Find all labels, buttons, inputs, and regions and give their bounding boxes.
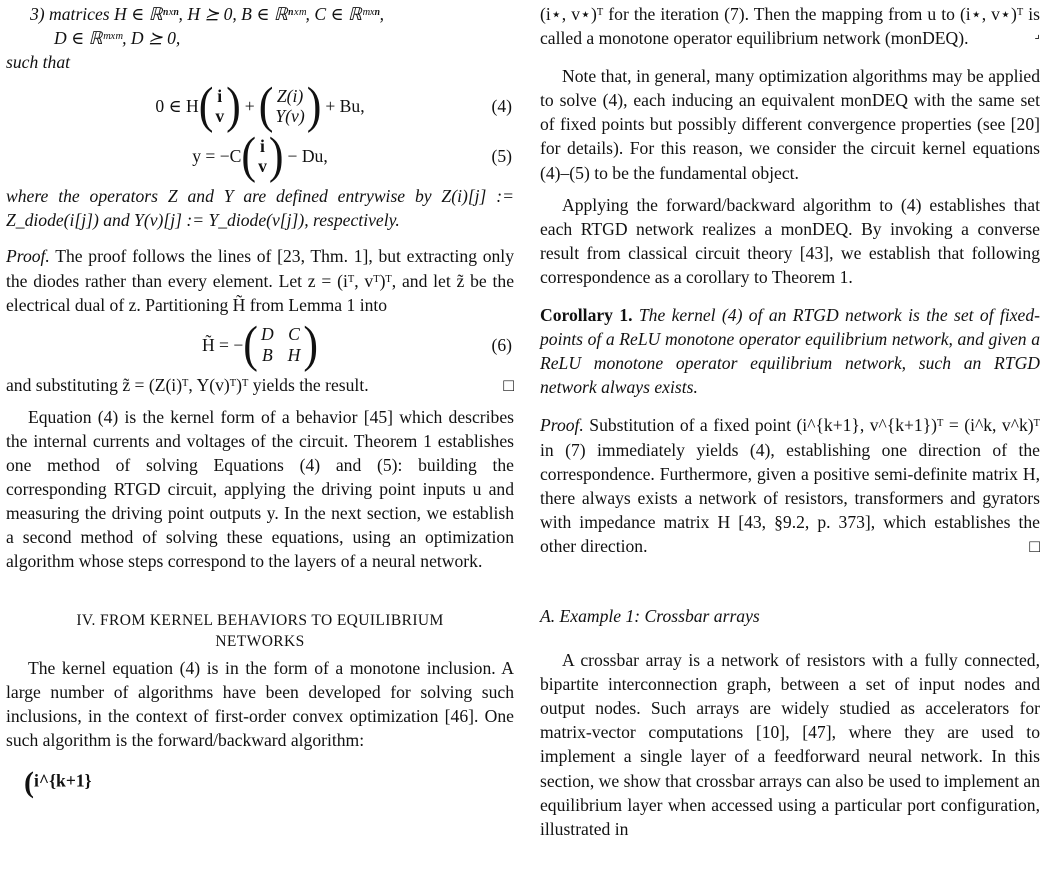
paragraph-equation-4: Equation (4) is the kernel form of a behavior [45] which describes the internal currents and voltages of the circuit. Theorem 1 establishes one method of solving Equations (4) and (5): building the corresponding RTGD circuit, applying the driving point inputs u and measuring the driving point outputs y. In the next section, we establish a second method of solving these equations, using an optimization algorithm whose steps correspond to the layers of a neural network. bbox=[6, 406, 514, 572]
equation-4: 0 ∈ H ( i v ) + ( Z(i) Y(v) ) + Bu, (4) bbox=[155, 77, 512, 134]
eq4-rhs: + Bu, bbox=[325, 96, 365, 117]
subsection-heading: A. Example 1: Crossbar arrays bbox=[540, 605, 760, 626]
right-top-paragraph bbox=[540, 2, 1040, 50]
eq4-lhs: 0 ∈ H bbox=[155, 96, 199, 117]
qed-symbol: □ bbox=[503, 374, 514, 395]
iteration-fragment: (i^{k+1} bbox=[24, 766, 92, 800]
eq6-m22: H bbox=[287, 344, 301, 365]
iteration-fragment-text: i^{k+1} bbox=[34, 770, 92, 791]
corollary-proof bbox=[540, 413, 1040, 558]
eq6-m21: B bbox=[261, 344, 273, 365]
right-column bbox=[540, 0, 1040, 841]
eq4-tag: (4) bbox=[491, 96, 512, 117]
item-3-line-2: D ∈ ℝᵐˣᵐ, D ⪰ 0, bbox=[54, 28, 181, 49]
proof-label: Proof. bbox=[6, 246, 50, 267]
corollary-text: The kernel (4) of an RTGD network is the set of fixed-points of a ReLU monotone operator equilibrium network, and given a ReLU monotone operator equilibrium network, such an RTGD network always exists. bbox=[540, 305, 1040, 398]
eq5-tag: (5) bbox=[491, 146, 512, 167]
eq4-Zi: Z(i) bbox=[276, 86, 304, 107]
corollary-label: Corollary 1. bbox=[540, 305, 633, 326]
equation-6: H̃ = − ( D C B H ) (6) bbox=[201, 316, 512, 373]
end-mark: ⌟ bbox=[1034, 27, 1040, 42]
paragraph-kernel-equation: The kernel equation (4) is in the form of a monotone inclusion. A large number of algorithms have been developed for solving such inclusions, in the context of first-order convex optimization [46]. One such algorithm is the forward/backward algorithm: bbox=[6, 657, 514, 751]
section-heading bbox=[6, 610, 514, 652]
proof-text: The proof follows the lines of [23, Thm. 1], but extracting only the diodes rather than every element. Let z = (iᵀ, vᵀ)ᵀ, and let z̃ be the electrical dual of z. Partitioning H̃ from Lemma 1 into bbox=[6, 246, 514, 315]
right-top-text: (i⋆, v⋆)ᵀ for the iteration (7). Then the mapping from u to (i⋆, v⋆)ᵀ is called a monotone operator equilibrium network (monDEQ). bbox=[540, 4, 1040, 49]
paragraph-crossbar: A crossbar array is a network of resistors with a fully connected, bipartite interconnection graph, between a set of input nodes and output nodes. Such arrays are widely studied as accelerators for matrix-vector computations [10], [47], where they are used to implement a single layer of a feedforward neural network. In this section, we show that crossbar arrays can also be used to implement an equilibrium layer when accessed using a particular port configuration, illustrated in bbox=[540, 650, 1040, 839]
eq5-rhs: − Du, bbox=[287, 146, 328, 167]
eq6-m11: D bbox=[260, 323, 274, 344]
eq5-lhs: y = −C bbox=[192, 146, 242, 167]
eq4-vec-v: v bbox=[215, 106, 225, 127]
eq6-lhs: H̃ = − bbox=[201, 334, 244, 355]
eq4-vec-i: i bbox=[217, 86, 223, 107]
eq5-vec-i: i bbox=[260, 136, 265, 157]
section-heading-line-2: NETWORKS bbox=[215, 632, 305, 650]
left-column bbox=[6, 0, 514, 803]
corollary-proof-label: Proof. bbox=[540, 415, 584, 436]
corollary-1 bbox=[540, 303, 1040, 399]
item-3 bbox=[6, 2, 514, 50]
equation-5: y = −C ( i v ) − Du, (5) bbox=[192, 127, 512, 184]
eq4-Yv: Y(v) bbox=[275, 106, 305, 127]
where-operators-text: where the operators Z and Y are defined entrywise by Z(i)[j] := Z_diode(i[j]) and Y(v)[j] := Y_diode(v[j]), respectively. bbox=[6, 186, 514, 231]
substitution-text: and substituting z̃ = (Z(i)ᵀ, Y(v)ᵀ)ᵀ yields the result. bbox=[6, 374, 369, 395]
section-heading-line-1: IV. FROM KERNEL BEHAVIORS TO EQUILIBRIUM bbox=[76, 611, 444, 629]
eq5-vec-v: v bbox=[258, 156, 267, 177]
substitution-line bbox=[6, 373, 514, 397]
item-3-line-1: 3) matrices H ∈ ℝⁿˣⁿ, H ⪰ 0, B ∈ ℝⁿˣᵐ, C ∈ ℝᵐˣⁿ, bbox=[30, 4, 385, 24]
proof-paragraph bbox=[6, 244, 514, 316]
corollary-proof-text: Substitution of a fixed point (i^{k+1}, v^{k+1})ᵀ = (i^k, v^k)ᵀ in (7) immediately yields (4), establishing one direction of the correspondence. Furthermore, given a positive semi-definite matrix H, there always exists a network of resistors, transformers and gyrators with impedance matrix H [43, §9.2, p. 373], which establishes the other direction. bbox=[540, 415, 1040, 556]
paragraph-note: Note that, in general, many optimization algorithms may be applied to solve (4), each inducing an equivalent monDEQ with the same set of fixed points but possibly different convergence properties (see [20] for details). For this reason, we consider the circuit kernel equations (4)–(5) to be the fundamental object. bbox=[540, 66, 1040, 183]
corollary-qed: □ bbox=[1029, 535, 1040, 556]
eq6-tag: (6) bbox=[491, 334, 512, 355]
eq4-plus: + bbox=[244, 96, 255, 117]
such-that-text: such that bbox=[6, 52, 71, 73]
eq6-m12: C bbox=[288, 323, 300, 344]
paragraph-apply: Applying the forward/backward algorithm to (4) establishes that each RTGD network realizes a monDEQ. By invoking a converse result from classical circuit theory [43], we establish that following correspondence as a corollary to Theorem 1. bbox=[540, 194, 1040, 287]
